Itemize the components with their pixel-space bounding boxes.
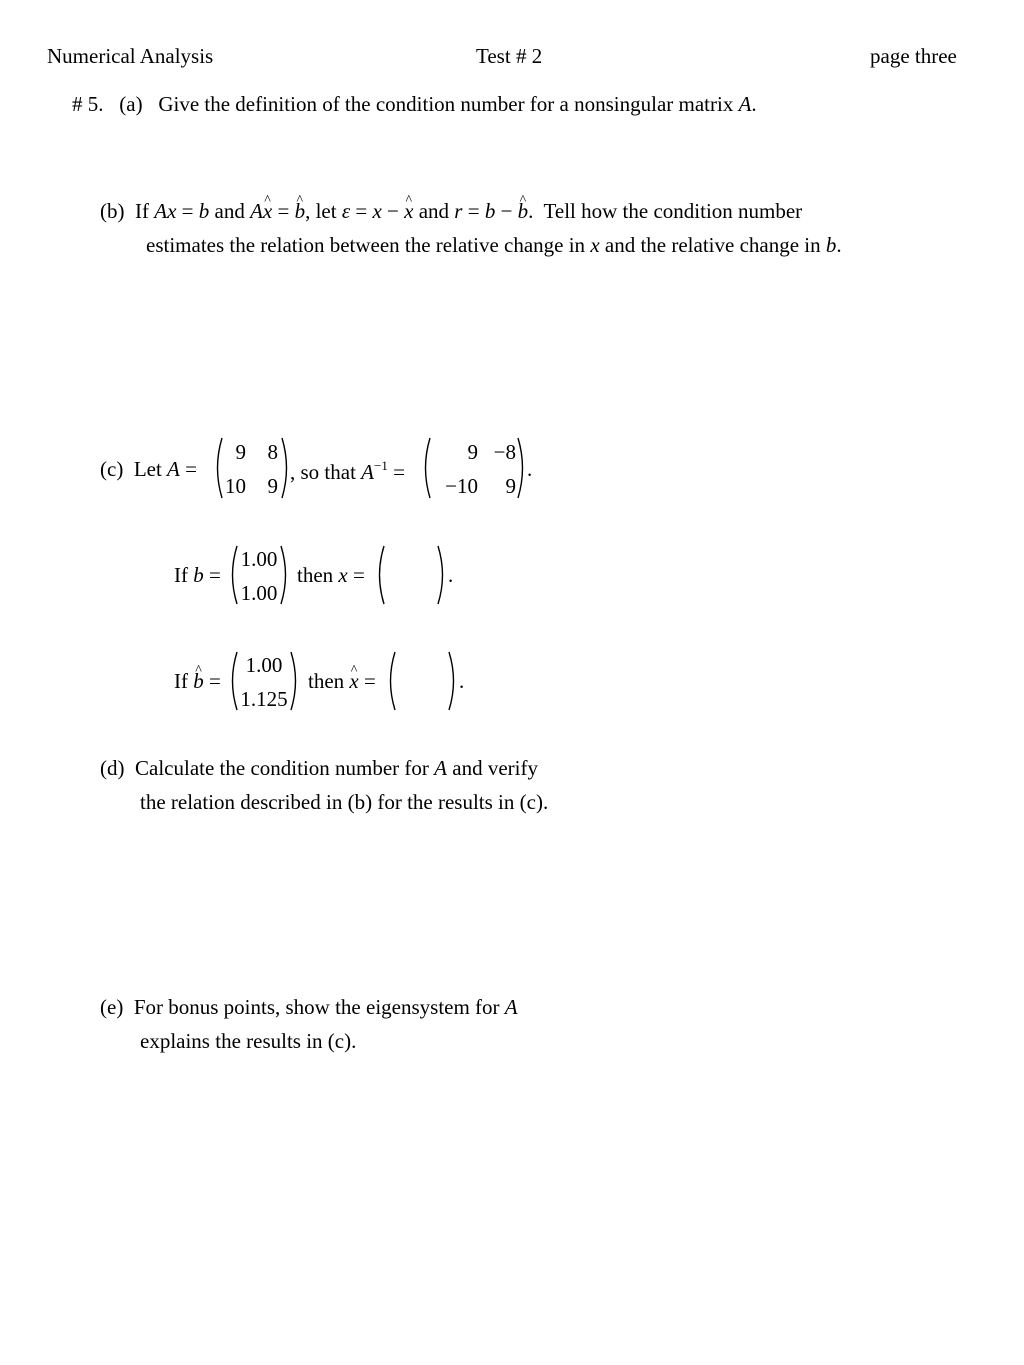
part-e-line2: explains the results in (c).: [140, 1029, 357, 1053]
vector-b: [227, 544, 291, 606]
part-b-line1: (b) If Ax = b and Ax ^ = b ^, let ε = x − x ^ and r = b − b ^. Tell how the condition number: [100, 201, 802, 222]
matrix-a: [212, 436, 292, 500]
matrix-a-inverse-cell-2-1: −10: [445, 474, 478, 498]
header-page-number: page three: [870, 44, 957, 68]
part-e-line1: (e) For bonus points, show the eigensystem for A: [100, 995, 518, 1019]
part-a-text: Give the definition of the condition number for a nonsingular matrix: [158, 92, 734, 116]
answer-x-hat-period: .: [459, 669, 465, 693]
vector-b-entry-1: 1.00: [240, 547, 278, 571]
matrix-a-cell-1-2: 8: [267, 440, 278, 464]
part-e-label: (e): [100, 995, 124, 1019]
header-test-number: Test # 2: [476, 44, 543, 68]
matrix-a-cell-1-1: 9: [235, 440, 246, 464]
matrix-a-inverse-cell-2-2: 9: [505, 474, 516, 498]
part-d-line2: the relation described in (b) for the results in (c).: [140, 790, 549, 814]
matrix-a-cell-2-2: 9: [267, 474, 278, 498]
answer-x-blank: [374, 544, 448, 606]
part-c-intro: (c) Let A =: [100, 457, 197, 481]
header-course-title: Numerical Analysis: [47, 44, 214, 68]
if-b-label: If b =: [174, 563, 221, 587]
matrix-a-inverse-cell-1-1: 9: [467, 440, 478, 464]
problem-number: # 5.: [72, 92, 104, 116]
part-b-line2: estimates the relation between the relative change in x and the relative change in b.: [146, 233, 842, 257]
problem-a-line: # 5. (a) Give the definition of the condition number for a nonsingular matrix A.: [72, 92, 757, 116]
answer-x-period: .: [448, 563, 454, 587]
part-a-label: (a): [119, 92, 143, 116]
part-b-continuation: estimates the relation between the relative change in: [146, 233, 586, 257]
part-d-line1: (d) Calculate the condition number for A and verify: [100, 756, 538, 780]
part-d-label: (d): [100, 756, 125, 780]
part-e-text: For bonus points, show the eigensystem for: [133, 995, 500, 1019]
then-x-label: then x =: [297, 563, 365, 587]
vector-b-hat: [227, 650, 301, 712]
vector-b-hat-entry-2: 1.125: [240, 687, 288, 711]
then-x-hat-label: then x ^ =: [308, 671, 376, 692]
matrix-a-inverse: [420, 436, 528, 500]
part-c-so-that: , so that $A^{-1}$ =: [290, 458, 405, 484]
part-c-period: .: [527, 457, 533, 481]
answer-x-hat-blank: [385, 650, 459, 712]
part-c-label: (c): [100, 457, 124, 481]
part-d-text: Calculate the condition number for: [135, 756, 429, 780]
vector-b-entry-2: 1.00: [240, 581, 278, 605]
part-d-text-end: and verify: [452, 756, 538, 780]
part-b-label: (b): [100, 199, 125, 223]
matrix-a-inverse-cell-1-2: −8: [493, 440, 516, 464]
matrix-a-cell-2-1: 10: [225, 474, 246, 498]
if-b-hat-label: If b ^ =: [174, 671, 221, 692]
vector-b-hat-entry-1: 1.00: [245, 653, 283, 677]
